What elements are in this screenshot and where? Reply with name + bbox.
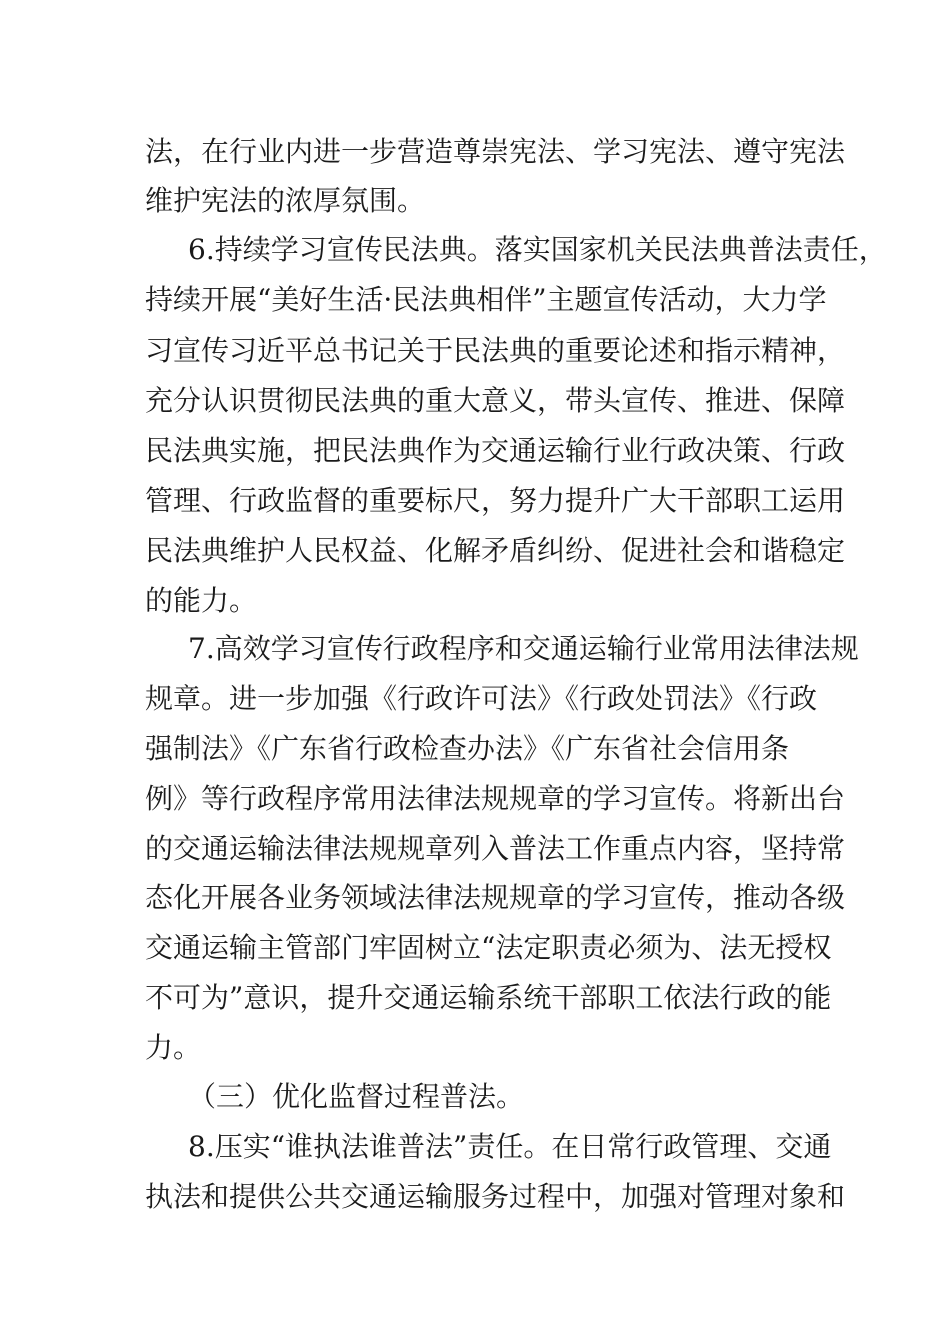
text-line: 力。	[145, 1031, 202, 1064]
text-line: 充分认识贯彻民法典的重大意义，带头宣传、推进、保障	[145, 384, 846, 417]
text-line: 态化开展各业务领域法律法规规章的学习宣传，推动各级	[145, 881, 846, 914]
text-line: 执法和提供公共交通运输服务过程中，加强对管理对象和	[145, 1180, 846, 1213]
paragraph-8-heading-line: 8.压实“谁执法谁普法”责任。在日常行政管理、交通	[188, 1130, 832, 1163]
text-line: 管理、行政监督的重要标尺，努力提升广大干部职工运用	[145, 484, 846, 517]
text-line: 的能力。	[145, 584, 258, 617]
paragraph-7-heading-line: 7.高效学习宣传行政程序和交通运输行业常用法律法规	[188, 632, 859, 665]
text-line: 不可为”意识，提升交通运输系统干部职工依法行政的能	[145, 981, 832, 1014]
text-line: 交通运输主管部门牢固树立“法定职责必须为、法无授权	[145, 931, 832, 964]
text-line: 习宣传习近平总书记关于民法典的重要论述和指示精神，	[145, 334, 846, 367]
text-line: 法，在行业内进一步营造尊崇宪法、学习宪法、遵守宪法	[145, 135, 846, 168]
text-line: 例》等行政程序常用法律法规规章的学习宣传。将新出台	[145, 782, 846, 815]
text-line: 持续开展“美好生活·民法典相伴”主题宣传活动，大力学	[145, 283, 827, 316]
text-line: 强制法》《广东省行政检查办法》《广东省社会信用条	[145, 732, 790, 765]
text-line: 维护宪法的浓厚氛围。	[145, 184, 426, 217]
text-line: 民法典维护人民权益、化解矛盾纠纷、促进社会和谐稳定	[145, 534, 846, 567]
text-line: 的交通运输法律法规规章列入普法工作重点内容，坚持常	[145, 832, 846, 865]
paragraph-6-heading-line: 6.持续学习宣传民法典。落实国家机关民法典普法责任，	[188, 233, 887, 266]
text-line: 民法典实施，把民法典作为交通运输行业行政决策、行政	[145, 434, 846, 467]
section-heading: （三）优化监督过程普法。	[188, 1080, 525, 1113]
text-line: 规章。进一步加强《行政许可法》《行政处罚法》《行政	[145, 682, 818, 715]
